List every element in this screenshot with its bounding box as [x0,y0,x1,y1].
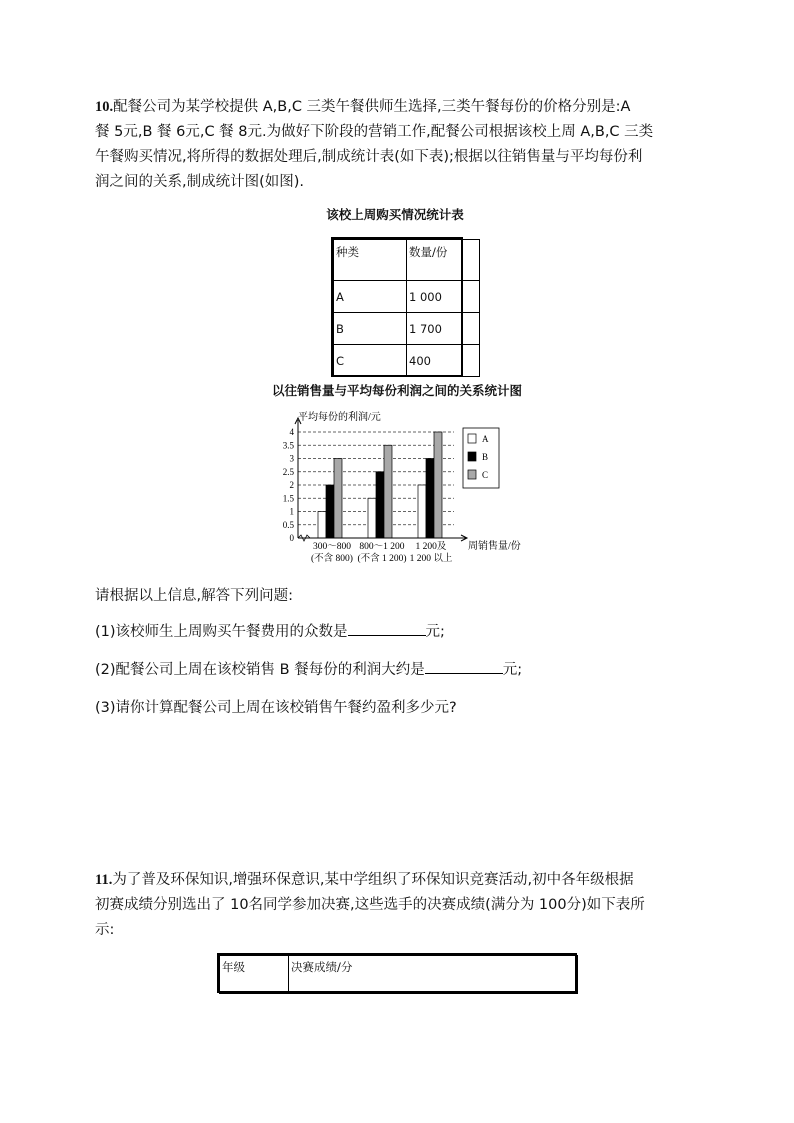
q11-line-3: 示: [95,922,115,938]
q10-sub2 [95,658,522,679]
table-cell: 400 [407,345,480,377]
bar-A-0 [318,512,326,539]
bar-B-0 [326,485,334,538]
q10-sub2-unit: 元; [502,662,523,678]
q10-line-3: 午餐购买情况,将所得的数据处理后,制成统计表(如下表);根据以往销售量与平均每份利 [95,149,643,165]
x-category-label: 300～800 [312,542,352,552]
q11-line-2: 初赛成绩分别选出了 10名同学参加决赛,这些选手的决赛成绩(满分为 100分)如下表所 [95,897,645,913]
table-caption: 该校上周购买情况统计表 [326,207,464,222]
bar-A-1 [368,498,376,538]
q10-line-4: 润之间的关系,制成统计图(如图). [95,174,305,190]
chart-caption: 以往销售量与平均每份利润之间的关系统计图 [271,383,522,398]
legend-swatch-C [468,470,476,479]
bar-B-2 [426,459,434,539]
chart-x-axis-label: 周销售量/份 [468,541,521,552]
q10-sub1-unit: 元; [425,624,445,640]
bar-C-0 [334,459,342,539]
table-cell: A [334,281,407,313]
q10-prompt: 请根据以上信息,解答下列问题: [95,588,293,604]
y-tick-label: 0.5 [282,519,294,530]
x-category-sublabel: (不含 1 200) [357,554,407,564]
legend-swatch-B [468,452,476,461]
legend-swatch-A [468,434,476,443]
table-row [334,281,480,313]
x-category-label: 1 200及 [415,542,447,552]
table-cell: B [334,313,407,345]
chart-y-axis-label: 平均每份的利润/元 [298,412,381,423]
q10-number: 10. [95,99,114,115]
table-header-row [220,956,578,994]
x-category-sublabel: 1 200 以上 [409,554,453,564]
y-tick-label: 0 [289,533,294,543]
y-tick-label: 2 [289,480,294,490]
table-header-cell: 数量/份 [407,240,480,281]
q11-line-1-text: 为了普及环保知识,增强环保意识,某中学组织了环保知识竞赛活动,初中各年级根据 [112,872,634,888]
q10-line-1 [95,95,700,120]
finals-score-table [219,955,578,994]
q10-line-1-text: 配餐公司为某学校提供 A,B,C 三类午餐供师生选择,三类午餐每份的价格分别是:A [113,99,631,115]
table-row [334,313,480,345]
q10-sub1 [95,620,445,641]
q11-line-1 [95,868,700,893]
y-tick-label: 3 [289,453,294,464]
table-header-cell: 种类 [334,240,407,281]
purchase-table [333,239,480,377]
table-cell: 1 700 [407,313,480,345]
q11-paragraph [95,868,700,943]
q10-paragraph [95,95,700,195]
q10-sub2-answer-blank[interactable] [425,659,503,674]
table-header-row [334,240,480,281]
bar-A-2 [418,485,426,538]
y-tick-label: 1.5 [282,493,294,504]
q10-sub1-answer-blank[interactable] [348,621,426,636]
table-header-cell: 决赛成绩/分 [289,956,578,994]
q11-number: 11. [95,872,113,888]
y-tick-label: 4 [289,427,294,437]
y-tick-label: 3.5 [282,440,294,451]
legend-label-B: B [482,452,489,462]
profit-bar-chart [260,405,550,575]
q10-line-2: 餐 5元,B 餐 6元,C 餐 8元.为做好下阶段的营销工作,配餐公司根据该校上周 A,B,C 三类 [95,124,654,140]
y-tick-label: 2.5 [282,466,294,477]
table-row [334,345,480,377]
q10-sub3: (3)请你计算配餐公司上周在该校销售午餐约盈利多少元? [95,700,457,716]
table-cell: C [334,345,407,377]
bar-C-1 [384,445,392,538]
table-header-cell: 年级 [220,956,289,994]
bar-C-2 [434,432,442,538]
table-cell: 1 000 [407,281,480,313]
x-category-sublabel: (不含 800) [311,554,353,564]
y-tick-label: 1 [289,506,294,517]
legend-label-C: C [482,470,489,480]
bar-B-1 [376,472,384,538]
q10-sub2-text: (2)配餐公司上周在该校销售 B 餐每份的利润大约是 [95,662,425,678]
legend-label-A: A [482,434,489,444]
x-category-label: 800～1 200 [359,542,405,552]
q10-sub1-text: (1)该校师生上周购买午餐费用的众数是 [95,624,348,640]
